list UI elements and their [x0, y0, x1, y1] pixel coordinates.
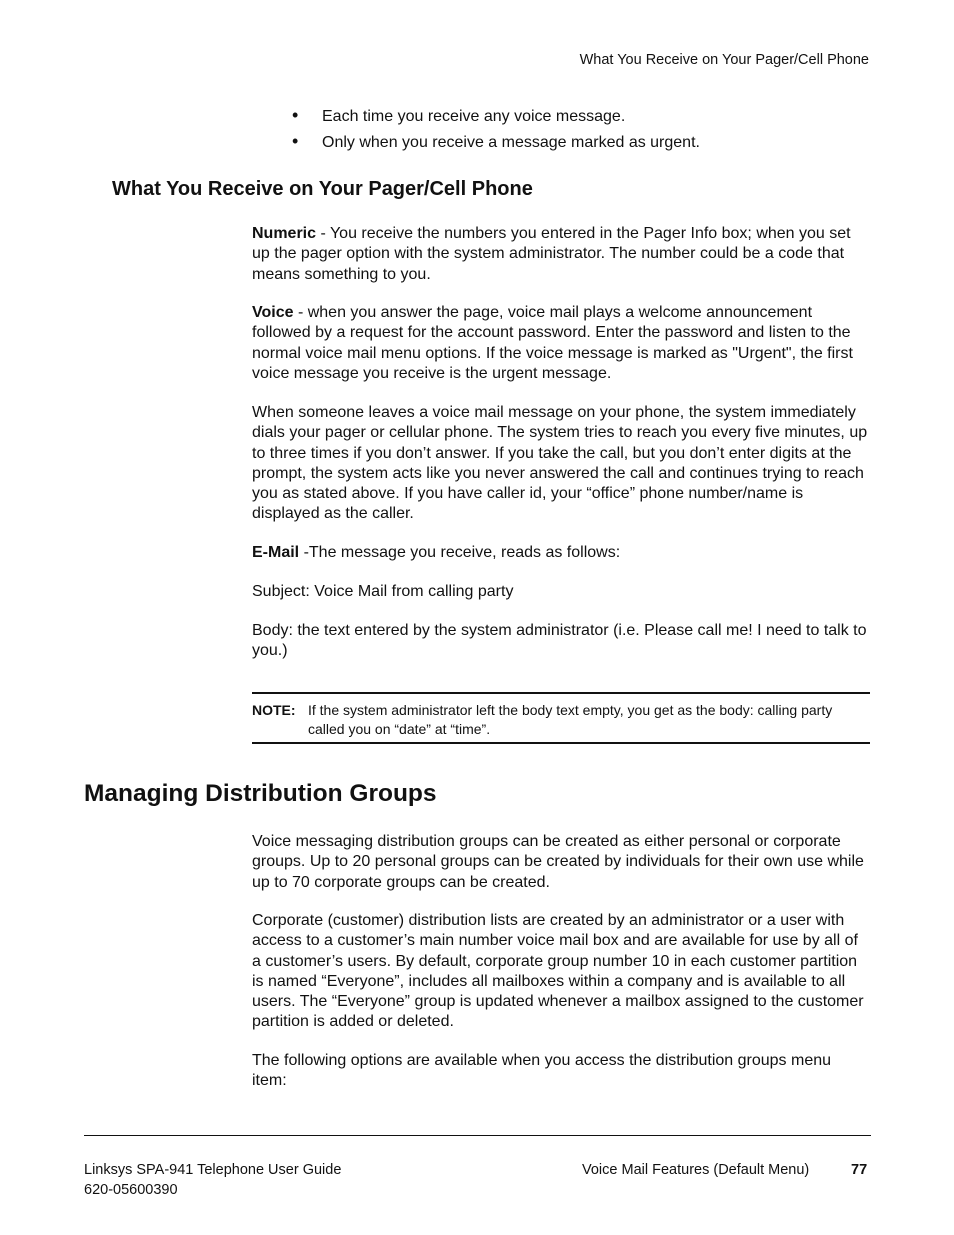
- paragraph-numeric: [252, 224, 870, 285]
- footer-guide-title: Linksys SPA-941 Telephone User Guide: [84, 1162, 342, 1178]
- footer-rule: [84, 1135, 871, 1136]
- section-heading-groups: Managing Distribution Groups: [84, 780, 437, 807]
- list-item: [292, 133, 700, 159]
- bullet-icon: •: [292, 131, 299, 151]
- paragraph-email: [252, 543, 870, 563]
- note-label: NOTE:: [252, 702, 296, 718]
- term-numeric: Numeric: [252, 225, 317, 242]
- running-header: What You Receive on Your Pager/Cell Phone: [579, 52, 869, 68]
- list-item: [292, 107, 700, 133]
- bullet-text: Only when you receive a message marked as urgent.: [322, 134, 700, 151]
- paragraph-body-line: Body: the text entered by the system administrator (i.e. Please call me! I need to talk to you.): [252, 622, 867, 660]
- paragraph-voice: [252, 303, 870, 384]
- term-email: E-Mail: [252, 544, 300, 561]
- note-box: [252, 692, 870, 744]
- footer-chapter: Voice Mail Features (Default Menu): [582, 1162, 810, 1178]
- paragraph-when-someone: When someone leaves a voice mail message on your phone, the system immediately dials your pager or cellular phone. The system tries to reach you every five minutes, up to three times if you don’t answer. If you take the call, but you don’t enter digits at the prompt, the system acts like you never answered the call and continues trying to reach you as stated above. If you have caller id, your “office” phone number/name is displayed as the caller.: [252, 404, 868, 523]
- voice-text: - when you answer the page, voice mail plays a welcome announcement followed by a request for the account password. Enter the password and listen to the normal voice mail menu options. If the voice message is marked as "Urgent", the first voice message you receive is the urgent message.: [252, 304, 853, 382]
- note-text: If the system administrator left the body text empty, you get as the body: calling party called you on “date” at “time”.: [308, 702, 833, 737]
- footer-doc-number: 620-05600390: [84, 1182, 178, 1198]
- term-voice: Voice: [252, 304, 294, 321]
- bullet-list: [292, 107, 700, 159]
- numeric-text: - You receive the numbers you entered in the Pager Info box; when you set up the pager option with the system administrator. The number could be a code that means something to you.: [252, 225, 851, 283]
- paragraph-groups-2: Corporate (customer) distribution lists are created by an administrator or a user with access to a customer’s main number voice mail box and are available for use by all of a customer’s users. By default, corporate group number 10 in each customer partition is named “Everyone”, includes all mailboxes within a company and is available to all users. The “Everyone” group is updated whenever a mailbox assigned to the customer partition is added or deleted.: [252, 912, 864, 1031]
- paragraph-groups-3: The following options are available when you access the distribution groups menu item:: [252, 1052, 832, 1090]
- note-content: [252, 701, 862, 739]
- paragraph-groups-1: Voice messaging distribution groups can be created as either personal or corporate groups. Up to 20 personal groups can be created by individuals for their own use while up to 70 corporate groups can be created.: [252, 833, 864, 891]
- paragraph-subject: Subject: Voice Mail from calling party: [252, 583, 514, 600]
- email-text: -The message you receive, reads as follows:: [299, 544, 621, 561]
- section-heading-pager: What You Receive on Your Pager/Cell Phone: [112, 178, 533, 200]
- bullet-text: Each time you receive any voice message.: [322, 108, 626, 125]
- page-number: 77: [851, 1162, 868, 1178]
- bullet-icon: •: [292, 105, 299, 125]
- footer-left: [84, 1160, 341, 1200]
